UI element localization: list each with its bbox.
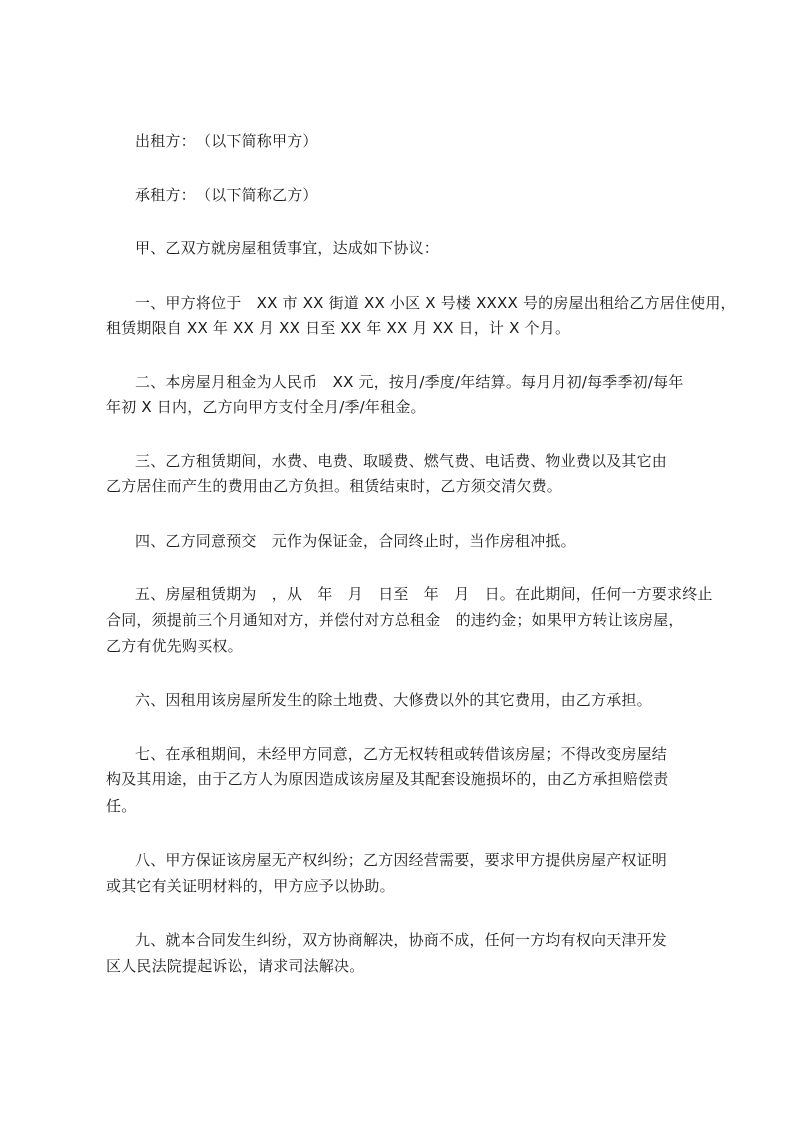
clause-9-line-2: 区人民法院提起诉讼，请求司法解决。 <box>106 957 365 975</box>
clause-7-line-3: 任。 <box>106 797 137 815</box>
clause-3-line-2: 乙方居住而产生的费用由乙方负担。租赁结束时，乙方须交清欠费。 <box>106 477 563 495</box>
intro-line: 甲、乙双方就房屋租赁事宜，达成如下协议： <box>135 239 440 257</box>
clause-8-line-1: 八、甲方保证该房屋无产权纠纷；乙方因经营需要，要求甲方提供房屋产权证明 <box>135 851 668 869</box>
clause-2-line-2: 年初 X 日内，乙方向甲方支付全月/季/年租金。 <box>106 398 426 416</box>
clause-5-line-1: 五、房屋租赁期为 ，从 年 月 日至 年 月 日。在此期间，任何一方要求终止 <box>135 585 713 603</box>
clause-7-line-2: 构及其用途，由于乙方人为原因造成该房屋及其配套设施损坏的，由乙方承担赔偿责 <box>106 770 669 788</box>
clause-3-line-1: 三、乙方租赁期间，水费、电费、取暖费、燃气费、电话费、物业费以及其它由 <box>135 452 668 470</box>
clause-5-line-2: 合同，须提前三个月通知对方，并偿付对方总租金 的违约金；如果甲方转让该房屋， <box>106 611 684 629</box>
clause-6-line-1: 六、因租用该房屋所发生的除土地费、大修费以外的其它费用，由乙方承担。 <box>135 691 652 709</box>
clause-1-line-1: 一、甲方将位于 XX 市 XX 街道 XX 小区 X 号楼 XXXX 号的房屋出租给乙方居住使用， <box>135 294 736 312</box>
clause-2-line-1: 二、本房屋月租金为人民币 XX 元，按月/季度/年结算。每月月初/每季季初/每年 <box>135 373 684 391</box>
clause-1-line-2: 租赁期限自 XX 年 XX 月 XX 日至 XX 年 XX 月 XX 日，计 X 个月。 <box>106 319 571 337</box>
lessor-line: 出租方： （以下简称甲方） <box>135 132 318 150</box>
lessee-line: 承租方： （以下简称乙方） <box>135 186 318 204</box>
clause-8-line-2: 或其它有关证明材料的，甲方应予以协助。 <box>106 877 395 895</box>
clause-7-line-1: 七、在承租期间，未经甲方同意，乙方无权转租或转借该房屋；不得改变房屋结 <box>135 745 668 763</box>
clause-4-line-1: 四、乙方同意预交 元作为保证金，合同终止时，当作房租冲抵。 <box>135 532 576 550</box>
clause-9-line-1: 九、就本合同发生纠纷，双方协商解决，协商不成，任何一方均有权向天津开发 <box>135 931 668 949</box>
clause-5-line-3: 乙方有优先购买权。 <box>106 637 243 655</box>
